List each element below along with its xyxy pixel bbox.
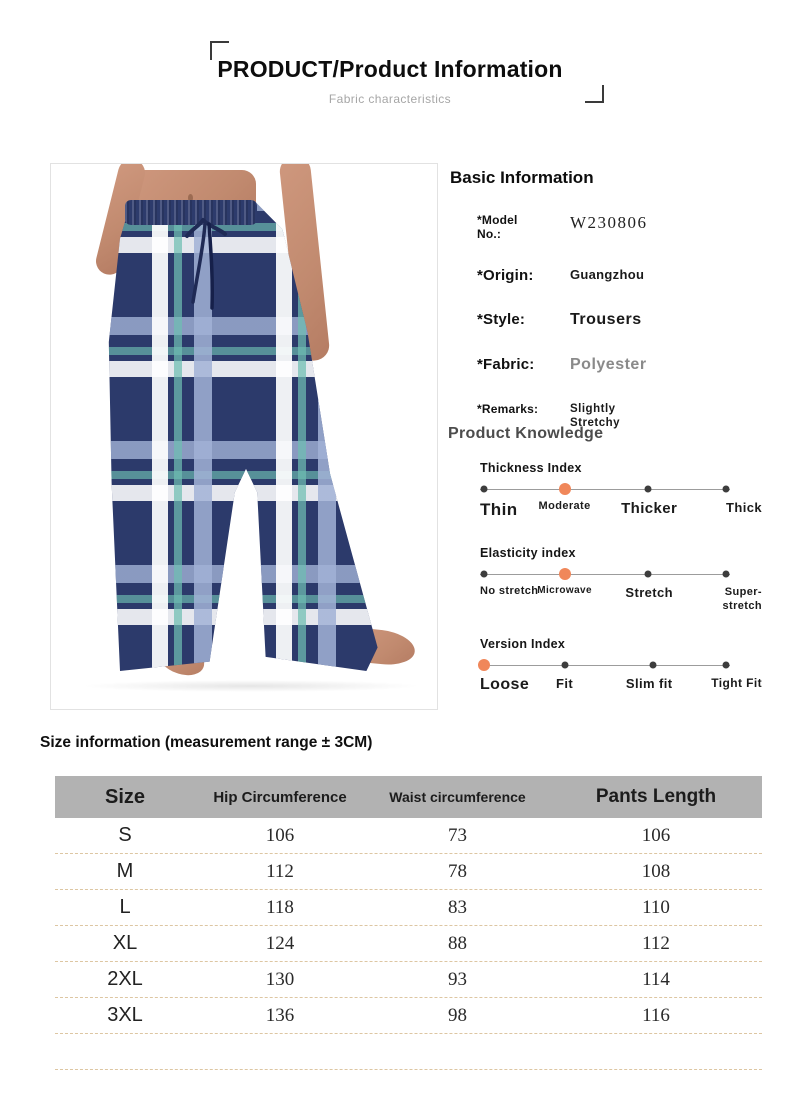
field-value: Polyester [570,356,647,373]
size-information-heading: Size information (measurement range ± 3CM) [40,734,373,751]
slider-track [480,655,730,675]
slider-dot [644,486,651,493]
slider-track [480,564,730,584]
page-subtitle: Fabric characteristics [328,92,452,106]
slider-option-label: Thicker [621,500,678,517]
waist-cell: 83 [448,896,467,918]
slider-dot [562,662,569,669]
slider-title: Version Index [480,637,566,651]
table-row [55,890,762,926]
field-label: *Style: [477,311,526,328]
column-header: Hip Circumference [213,788,347,806]
slider-title: Thickness Index [480,461,582,475]
slider-dot [480,571,487,578]
table-row [55,818,762,854]
slider-line [480,574,730,575]
slider-option-label: Stretch [625,585,673,600]
length-cell: 108 [641,860,671,882]
slider-option-label: Tight Fit [711,676,762,690]
hip-cell: 118 [266,896,294,918]
slider-option-label: Moderate [538,500,591,512]
size-cell: 3XL [107,1004,143,1026]
basic-info-section [450,168,780,431]
hip-cell: 124 [265,932,295,954]
slider-option-label: Microwave [537,585,592,596]
slider-option-label: No stretch [480,585,539,597]
slider-track [480,479,730,499]
slider-option-label: Thick [726,500,762,515]
length-cell: 116 [642,1004,670,1026]
slider-dot [723,486,730,493]
slider-title: Elasticity index [480,546,576,560]
slider-dot-active [478,659,490,671]
slider-dot [649,662,656,669]
floor-shadow [81,680,421,692]
slider-dot-active [559,483,571,495]
field-label: *Fabric: [477,356,535,373]
waist-cell: 88 [448,932,467,954]
size-cell: L [119,896,131,918]
column-header: Waist circumference [389,789,526,805]
table-row-empty [55,1034,762,1070]
hip-cell: 112 [266,860,294,882]
size-cell: S [118,824,132,846]
field-value: Trousers [570,311,642,328]
slider-dot-active [559,568,571,580]
elasticity-index-slider [480,546,762,624]
length-cell: 110 [642,896,670,918]
hip-cell: 106 [265,824,295,846]
field-label: *Model No.: [477,213,518,241]
size-cell: M [116,860,134,882]
size-cell: XL [112,932,138,954]
hip-cell: 136 [265,1004,295,1026]
plaid-pajama-trousers [106,201,386,671]
slider-option-label: Super-stretch [722,586,762,613]
slider-line [480,665,730,666]
field-model-no [450,213,780,241]
slider-option-label: Slim fit [625,676,673,691]
field-origin [450,267,780,284]
waist-cell: 78 [448,860,467,882]
slider-dot [723,662,730,669]
version-index-slider [480,637,762,709]
length-cell: 106 [641,824,671,846]
page-title: PRODUCT/Product Information [217,56,563,82]
field-value: W230806 [570,213,648,232]
length-cell: 114 [642,968,670,990]
field-style [450,311,780,329]
drawstring-icon [179,216,235,312]
field-value: Guangzhou [570,267,645,282]
column-header: Size [104,785,146,808]
slider-dot [644,571,651,578]
hip-cell: 130 [265,968,295,990]
slider-option-label: Thin [480,500,518,519]
basic-info-heading: Basic Information [450,168,594,187]
slider-option-label: Loose [480,676,530,693]
table-row [55,962,762,998]
waist-cell: 93 [448,968,467,990]
slider-dot [723,571,730,578]
waist-cell: 73 [448,824,467,846]
size-table-header-row [55,776,762,818]
table-row [55,854,762,890]
slider-line [480,489,730,490]
product-knowledge-section [448,425,768,722]
thickness-index-slider [480,461,762,533]
field-label: *Origin: [477,267,534,284]
field-value: Slightly Stretchy [570,403,621,430]
size-table [55,776,762,1070]
column-header: Pants Length [595,786,717,807]
product-photo [50,163,438,710]
slider-option-label: Fit [556,676,574,691]
size-cell: 2XL [107,968,143,990]
product-knowledge-heading: Product Knowledge [448,425,604,442]
table-row [55,998,762,1034]
slider-dot [480,486,487,493]
field-label: *Remarks: [477,402,539,416]
field-fabric [450,356,780,376]
table-row [55,926,762,962]
length-cell: 112 [642,932,670,954]
waist-cell: 98 [448,1004,467,1026]
